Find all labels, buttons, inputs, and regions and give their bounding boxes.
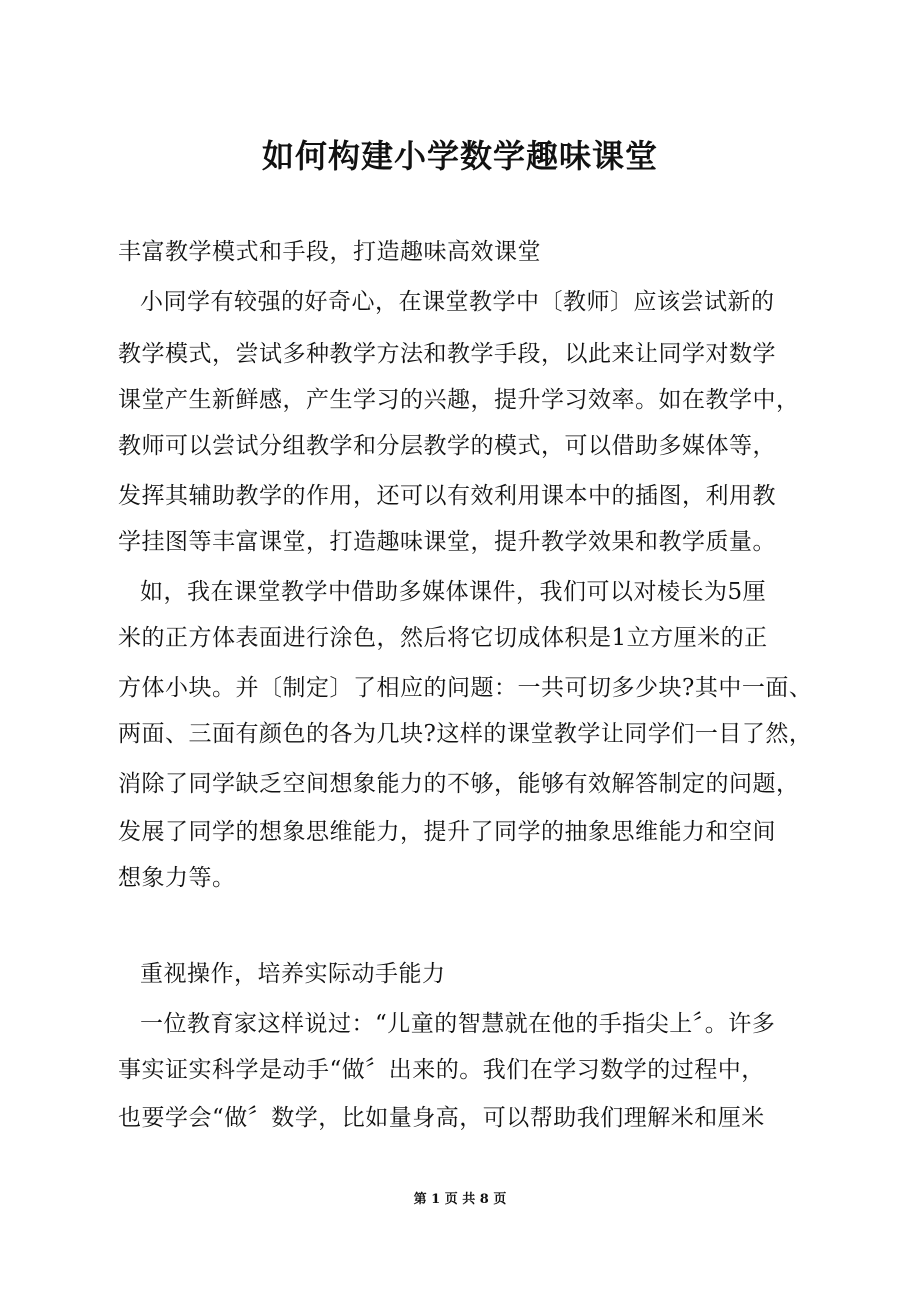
section-heading-2: 重视操作，培养实际动手能力: [140, 961, 446, 987]
page-number-footer: 第 1 页 共 8 页: [413, 1192, 507, 1207]
paragraph-line: 两面、三面有颜色的各为几块?这样的课堂教学让同学们一目了然，: [118, 721, 813, 747]
paragraph-line: 事实证实科学是动手“做〞出来的。我们在学习数学的过程中，: [118, 1057, 765, 1083]
paragraph-line: 一位教育家这样说过：“儿童的智慧就在他的手指尖上〞。许多: [140, 1011, 776, 1037]
paragraph-line: 教师可以尝试分组教学和分层教学的模式，可以借助多媒体等，: [118, 433, 776, 459]
paragraph-line: 课堂产生新鲜感，产生学习的兴趣，提升学习效率。如在教学中，: [118, 387, 800, 413]
paragraph-line: 方体小块。并〔制定〕了相应的问题：一共可切多少块?其中一面、: [118, 675, 813, 701]
paragraph-line: 教学模式，尝试多种教学方法和教学手段，以此来让同学对数学: [118, 341, 776, 367]
paragraph-line: 发展了同学的想象思维能力，提升了同学的抽象思维能力和空间: [118, 819, 776, 845]
paragraph-line: 学挂图等丰富课堂，打造趣味课堂，提升教学效果和教学质量。: [118, 529, 776, 555]
section-heading-1: 丰富教学模式和手段，打造趣味高效课堂: [118, 239, 541, 265]
paragraph-line: 发挥其辅助教学的作用，还可以有效利用课本中的插图，利用教: [118, 483, 776, 509]
paragraph-line: 想象力等。: [118, 865, 236, 891]
document-title: 如何构建小学数学趣味课堂: [261, 137, 658, 175]
paragraph-line: 米的正方体表面进行涂色，然后将它切成体积是1立方厘米的正: [118, 625, 768, 651]
paragraph-line: 也要学会“做〞数学，比如量身高，可以帮助我们理解米和厘米: [118, 1105, 765, 1131]
paragraph-line: 小同学有较强的好奇心，在课堂教学中〔教师〕应该尝试新的: [140, 289, 775, 315]
paragraph-line: 如，我在课堂教学中借助多媒体课件，我们可以对棱长为5厘: [140, 579, 767, 605]
paragraph-line: 消除了同学缺乏空间想象能力的不够，能够有效解答制定的问题，: [118, 771, 800, 797]
